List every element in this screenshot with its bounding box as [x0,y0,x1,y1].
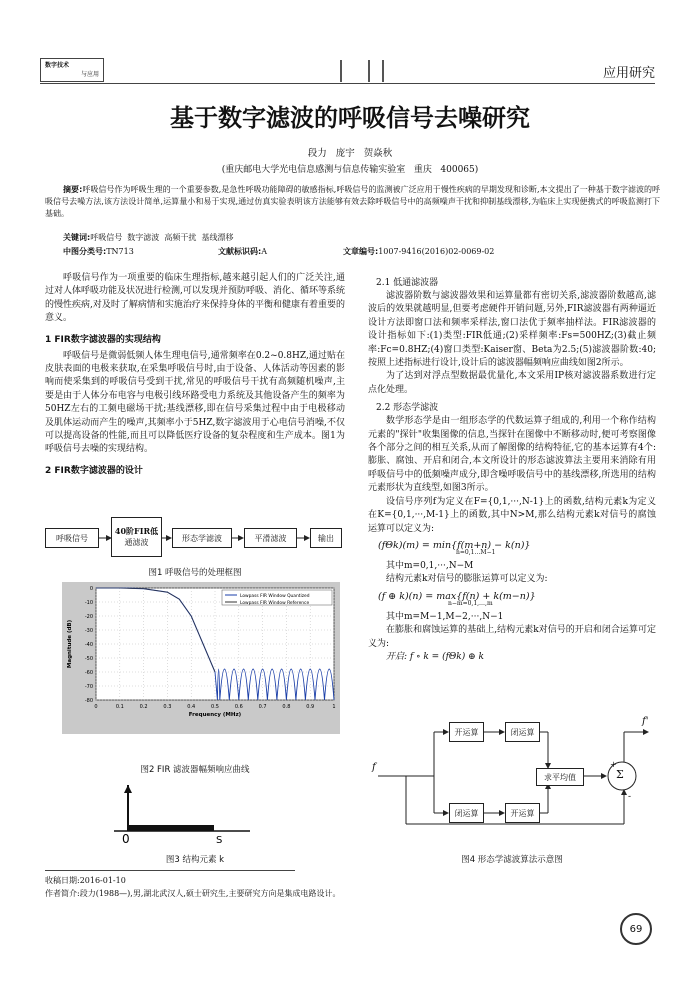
formula-dilation-sub: n−m=0,1,…,m [448,599,493,607]
section21-paragraph2: 为了达到对浮点型数据最优量化,本文采用IP核对滤波器系数进行定点化处理。 [368,371,656,395]
doc-value: A [261,247,267,256]
keywords [63,232,233,243]
y-tick-label: 0 [89,586,93,592]
formula-dilation [378,591,656,607]
x-tick-label: 0.7 [258,704,267,710]
text-open-close-intro: 在膨胀和腐蚀运算的基础上,结构元素k对信号的开启和闭合运算可定义为: [368,625,656,649]
paper-authors: 段力 庞宇 贺焱秋 [307,148,393,159]
section2-heading: 2 FIR数字滤波器的设计 [45,465,143,476]
block-fir-lowpass [111,517,162,557]
clc-label: 中图分类号: [63,247,107,256]
block-breath-signal: 呼吸信号 [45,528,99,548]
formula-erosion [378,540,656,556]
formula-opening: 开启: f ∘ k = (fΘk) ⊕ k [386,651,484,662]
page-number-badge [620,913,652,945]
figure4-diagram [372,718,652,828]
abstract-label: 摘要: [63,185,83,194]
figure1-caption: 图1 呼吸信号的处理框图 [148,568,242,578]
y-tick-label: -70 [84,684,93,690]
section1-heading: 1 FIR数字滤波器的实现结构 [45,334,161,345]
section22-paragraph2: 设信号序列f为定义在F={0,1,···,N-1}上的函数,结构元素k为定义在K={0,1,···,M-1}上的函数,其中N>M,那么结构元素k对信号的腐蚀运算可以定义为: [368,496,656,534]
fig4-minus-sign: - [628,792,632,802]
x-tick-label: 0.1 [115,704,124,710]
keywords-label: 关键词: [63,233,91,242]
y-tick-label: -50 [84,656,93,662]
fig4-open-op-top: 开运算 [449,722,484,742]
fig4-average-block: 求平均值 [536,768,584,786]
fig3-s-label: S [216,835,223,845]
abstract-text: 呼吸信号作为呼吸生理的一个重要参数,是急性呼吸功能障碍的敏感指标,呼吸信号的监测被广泛应用于慢性疾病的早期发现和诊断,本文提出了一种基于数字滤波的呼吸信号去噪方法,该方法设计简单,运算量小和易于实现,通过仿真实验表明该方法能够有效去除呼吸信号中的高频噪声干扰和抑制基线漂移,为临床上实现便携式的呼吸监测打下基础。 [45,185,661,218]
section1-paragraph: 呼吸信号是微弱低频人体生理电信号,通常频率在0.2~0.8HZ,通过贴在皮肤表面的电极来获取,在采集呼吸信号时,由于设备、人体活动等因素的影响而使采集到的呼吸信号受到干扰,常见的呼吸信号干扰有高频随机噪声,主要是由于人体分布电容与电极引线环路受电力系统及其他设备产生的频率为50HZ左右的工频电磁场干扰;基线漂移,即在信号采集过程中由于电极移动及肌体运动而产生的噪声,其频率小于5HZ,数字滤波用于心电信号消噪,不仅可以提高设备的性能,而且可以降低医疗设备的复杂程度和生产成本。图1为呼吸信号去噪的实现结构。 [45,350,345,455]
fig4-close-op-top: 闭运算 [505,722,540,742]
page-number: 69 [629,923,643,935]
section-label: 应用研究 [602,66,655,81]
y-tick-label: -10 [84,600,93,606]
fig4-output-label: f' [642,716,649,727]
fig4-input-label: f [372,762,376,773]
y-tick-label: -60 [84,670,93,676]
header-rule [40,83,655,84]
footer-rule [45,870,295,871]
x-tick-label: 0.2 [139,704,148,710]
keywords-text: 呼吸信号 数字滤波 高频干扰 基线漂移 [90,233,234,242]
block-fir-line1: 40阶FIR低 [114,526,159,536]
figure3-svg [110,783,260,845]
x-tick-label: 0.4 [187,704,196,710]
header-bar-mid [382,60,384,82]
text-m-range2: 其中m=M−1,M−2,···,N−1 [386,611,504,622]
footer-received: 收稿日期:2016-01-10 [45,876,126,885]
footer-bio: 作者简介:段力(1988—),男,湖北武汉人,硕士研究生,主要研究方向是集成电路设计。 [45,889,341,898]
figure4-caption: 图4 形态学滤波算法示意图 [461,855,563,865]
text-m-range1: 其中m=0,1,···,N−M [386,560,474,571]
x-tick-label: 0.6 [234,704,243,710]
formula-erosion-sub: n=0,1…M−1 [456,548,496,556]
section21-heading: 2.1 低通滤波器 [376,278,439,288]
y-tick-label: -80 [84,698,93,704]
journal-header [40,58,655,84]
figure2-caption: 图2 FIR 滤波器幅频响应曲线 [140,765,250,775]
clc-value: TN713 [106,247,134,256]
fig4-plus-sign: + [610,760,617,769]
fig3-axis-arrowhead [124,785,132,793]
x-tick-label: 0.5 [211,704,219,710]
fir-magnitude-chart [62,582,340,734]
legend-label-1: Lowpass FIR Window Reference [240,601,310,606]
block-morphology: 形态学滤波 [172,528,232,548]
y-tick-label: -30 [84,628,93,634]
y-tick-label: -20 [84,614,93,620]
article-value: 1007-9416(2016)02-0069-02 [378,247,495,256]
fig4-close-op-bottom: 闭运算 [449,803,484,823]
logo-line2: 与应用 [80,71,99,78]
x-tick-label: 1 [332,704,336,710]
y-tick-label: -40 [84,642,93,648]
right-column [368,272,656,664]
block-smoothing: 平滑滤波 [244,528,297,548]
article-label: 文章编号: [343,247,379,256]
y-axis-label: Magnitude (dB) [67,619,73,669]
x-tick-label: 0.8 [282,704,291,710]
paper-affiliation: (重庆邮电大学光电信息感测与信息传输实验室 重庆 400065) [221,165,479,175]
doc-label: 文献标识码: [218,247,262,256]
block-output: 输出 [310,528,342,548]
fig3-zero-label: 0 [122,832,130,845]
intro-paragraph: 呼吸信号作为一项重要的临床生理指标,越来越引起人们的广泛关注,通过对人体呼吸功能及状况进行检测,可以发现并预防呼吸、消化、循环等系统的慢性疾病,对及时了解病情和实施治疗来保持身体的平衡和健康有着重要的意义。 [45,273,345,324]
journal-logo [40,58,104,82]
block-fir-line2: 通滤波 [124,538,149,547]
logo-line1: 数字技术 [45,62,70,69]
fig3-element-bar [128,825,214,831]
abstract [45,184,660,220]
section22-heading: 2.2 形态学滤波 [376,403,439,414]
header-bars [340,60,370,82]
figure3-caption: 图3 结构元素 k [165,855,225,865]
section22-paragraph1: 数学形态学是由一组形态学的代数运算子组成的,利用一个称作结构元素的"探针"收集图像的信息,当探针在图像中不断移动时,便可考察图像各个部分之间的相互关系,从而了解图像的结构特征,它的基本运算有4个:膨胀、腐蚀、开启和闭合,本文所设计的形态滤波算法主要用来消除有用呼吸信号中的低频噪声成分,即含噪呼吸信号中的基线漂移,所选用的结构元素形状为直线型,如图3所示。 [368,416,656,494]
x-axis-label: Frequency (MHz) [188,712,242,718]
text-dilation-intro: 结构元素k对信号的膨胀运算可以定义为: [386,574,548,585]
x-tick-label: 0 [94,704,98,710]
x-tick-label: 0.9 [306,704,315,710]
formula-dilation-expr: (f ⊕ k)(n) = max{f(n) + k(m−n)} [378,590,536,602]
left-column [45,272,345,481]
figure1-block-diagram [45,515,345,561]
section21-paragraph1: 滤波器阶数与滤波器效果和运算量都有密切关系,滤波器阶数越高,滤波后的效果就越明显,但要考虑硬件开销问题,另外,FIR滤波器有两种逼近设计方法即窗口法和频率采样法,窗口法优于频率抽样法。FIR滤波器的设计指标如下:(1)类型:FIR低通;(2)采样频率:Fs=500HZ;(3)截止频率:Fc=0.8HZ;(4)窗口类型:Kaiser窗、Beta为2.5;(5)滤波器阶数:40;按照上述指标进行设计,设计后的滤波器幅频响应曲线如图2所示。 [368,291,656,369]
figure2-chart [62,582,340,734]
formula-erosion-expr: (fΘk)(m) = min{f(m+n) − k(n)} [378,539,531,551]
fig4-sum-symbol: Σ [616,768,624,781]
x-tick-label: 0.3 [163,704,172,710]
fig4-open-op-bottom: 开运算 [505,803,540,823]
legend-label-0: Lowpass FIR Window Quantized [240,594,310,599]
paper-title: 基于数字滤波的呼吸信号去噪研究 [170,103,530,132]
figure3-structuring-element [110,783,260,845]
